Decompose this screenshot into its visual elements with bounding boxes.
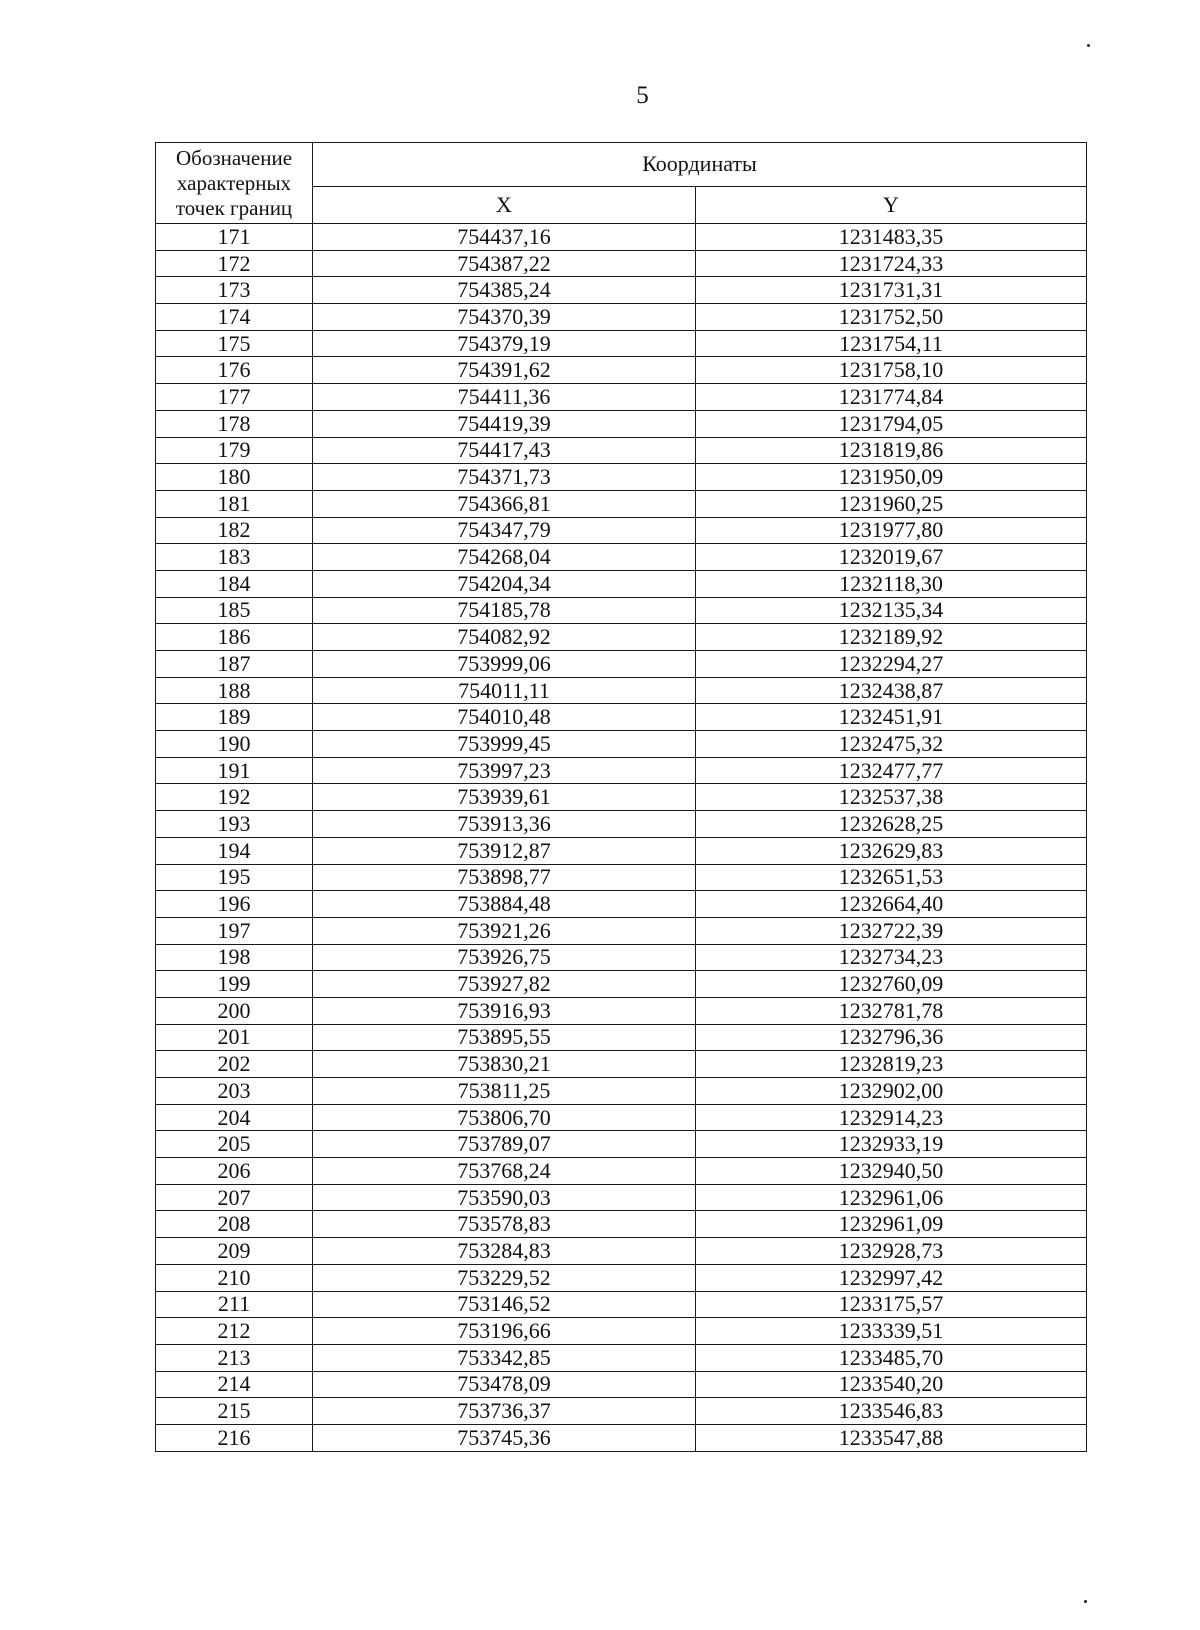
point-label-header: Обозначение характерных точек границ [156, 143, 313, 224]
table-row [156, 757, 1087, 784]
x-cell: 753913,36 [313, 811, 696, 838]
y-cell: 1232118,30 [696, 570, 1087, 597]
point-cell: 186 [156, 624, 313, 651]
point-cell: 216 [156, 1424, 313, 1451]
point-cell: 195 [156, 864, 313, 891]
coordinates-table [155, 142, 1087, 1452]
y-cell: 1232902,00 [696, 1078, 1087, 1105]
point-cell: 203 [156, 1078, 313, 1105]
x-cell: 753830,21 [313, 1051, 696, 1078]
y-cell: 1232819,23 [696, 1051, 1087, 1078]
y-cell: 1232997,42 [696, 1264, 1087, 1291]
table-row [156, 891, 1087, 918]
x-cell: 753342,85 [313, 1344, 696, 1371]
point-cell: 205 [156, 1131, 313, 1158]
x-cell: 754010,48 [313, 704, 696, 731]
point-cell: 174 [156, 304, 313, 331]
x-cell: 754011,11 [313, 677, 696, 704]
point-cell: 193 [156, 811, 313, 838]
y-cell: 1231731,31 [696, 277, 1087, 304]
y-header: Y [696, 186, 1087, 223]
table-row [156, 1371, 1087, 1398]
table-row [156, 224, 1087, 251]
y-cell: 1232722,39 [696, 917, 1087, 944]
y-cell: 1232537,38 [696, 784, 1087, 811]
x-cell: 754411,36 [313, 384, 696, 411]
x-cell: 753478,09 [313, 1371, 696, 1398]
table-row [156, 677, 1087, 704]
y-cell: 1232189,92 [696, 624, 1087, 651]
table-row [156, 1264, 1087, 1291]
x-cell: 753745,36 [313, 1424, 696, 1451]
table-row [156, 1051, 1087, 1078]
point-cell: 178 [156, 410, 313, 437]
table-body [156, 224, 1087, 1452]
point-cell: 211 [156, 1291, 313, 1318]
point-cell: 189 [156, 704, 313, 731]
point-cell: 199 [156, 971, 313, 998]
x-cell: 753146,52 [313, 1291, 696, 1318]
table-row [156, 464, 1087, 491]
y-cell: 1233485,70 [696, 1344, 1087, 1371]
point-cell: 208 [156, 1211, 313, 1238]
y-cell: 1233175,57 [696, 1291, 1087, 1318]
table-row [156, 1291, 1087, 1318]
point-cell: 180 [156, 464, 313, 491]
x-cell: 754371,73 [313, 464, 696, 491]
point-cell: 191 [156, 757, 313, 784]
y-cell: 1231758,10 [696, 357, 1087, 384]
y-cell: 1231754,11 [696, 330, 1087, 357]
table-row [156, 437, 1087, 464]
table-row [156, 597, 1087, 624]
y-cell: 1232914,23 [696, 1104, 1087, 1131]
y-cell: 1231752,50 [696, 304, 1087, 331]
y-cell: 1232961,06 [696, 1184, 1087, 1211]
coordinates-header: Координаты [313, 143, 1087, 187]
point-cell: 213 [156, 1344, 313, 1371]
y-cell: 1231960,25 [696, 490, 1087, 517]
table-row [156, 944, 1087, 971]
table-row [156, 570, 1087, 597]
x-cell: 754082,92 [313, 624, 696, 651]
page-number: 5 [636, 82, 649, 109]
x-cell: 753999,45 [313, 731, 696, 758]
x-cell: 753811,25 [313, 1078, 696, 1105]
point-cell: 194 [156, 837, 313, 864]
point-cell: 181 [156, 490, 313, 517]
x-cell: 754379,19 [313, 330, 696, 357]
x-cell: 753806,70 [313, 1104, 696, 1131]
point-cell: 190 [156, 731, 313, 758]
x-cell: 753578,83 [313, 1211, 696, 1238]
x-cell: 754347,79 [313, 517, 696, 544]
point-cell: 201 [156, 1024, 313, 1051]
x-cell: 753997,23 [313, 757, 696, 784]
y-cell: 1232928,73 [696, 1238, 1087, 1265]
y-cell: 1232475,32 [696, 731, 1087, 758]
point-cell: 172 [156, 250, 313, 277]
point-cell: 200 [156, 997, 313, 1024]
y-cell: 1231483,35 [696, 224, 1087, 251]
scan-speck [1087, 44, 1090, 47]
table-row [156, 1104, 1087, 1131]
y-cell: 1232734,23 [696, 944, 1087, 971]
x-cell: 753196,66 [313, 1318, 696, 1345]
table-row [156, 250, 1087, 277]
x-cell: 754437,16 [313, 224, 696, 251]
table-row [156, 1344, 1087, 1371]
point-cell: 210 [156, 1264, 313, 1291]
table-row [156, 410, 1087, 437]
x-cell: 753768,24 [313, 1158, 696, 1185]
point-cell: 209 [156, 1238, 313, 1265]
y-cell: 1232796,36 [696, 1024, 1087, 1051]
point-cell: 187 [156, 651, 313, 678]
point-cell: 175 [156, 330, 313, 357]
point-cell: 214 [156, 1371, 313, 1398]
y-cell: 1233540,20 [696, 1371, 1087, 1398]
point-cell: 173 [156, 277, 313, 304]
x-cell: 754385,24 [313, 277, 696, 304]
x-cell: 753912,87 [313, 837, 696, 864]
table-row [156, 1318, 1087, 1345]
y-cell: 1232933,19 [696, 1131, 1087, 1158]
y-cell: 1232451,91 [696, 704, 1087, 731]
table-row [156, 624, 1087, 651]
point-cell: 202 [156, 1051, 313, 1078]
y-cell: 1232629,83 [696, 837, 1087, 864]
x-cell: 753926,75 [313, 944, 696, 971]
table-row [156, 1238, 1087, 1265]
x-cell: 753884,48 [313, 891, 696, 918]
table-row [156, 1078, 1087, 1105]
x-cell: 754268,04 [313, 544, 696, 571]
point-cell: 171 [156, 224, 313, 251]
table-row [156, 971, 1087, 998]
point-cell: 192 [156, 784, 313, 811]
y-cell: 1233547,88 [696, 1424, 1087, 1451]
point-cell: 212 [156, 1318, 313, 1345]
x-cell: 754204,34 [313, 570, 696, 597]
table-row [156, 517, 1087, 544]
table-row [156, 277, 1087, 304]
point-cell: 177 [156, 384, 313, 411]
table-row [156, 384, 1087, 411]
table-row [156, 784, 1087, 811]
table-row [156, 837, 1087, 864]
x-cell: 753590,03 [313, 1184, 696, 1211]
y-cell: 1232961,09 [696, 1211, 1087, 1238]
point-cell: 188 [156, 677, 313, 704]
point-cell: 185 [156, 597, 313, 624]
x-cell: 754387,22 [313, 250, 696, 277]
x-cell: 754417,43 [313, 437, 696, 464]
x-cell: 753898,77 [313, 864, 696, 891]
table-row [156, 1024, 1087, 1051]
table-row [156, 490, 1087, 517]
point-cell: 215 [156, 1398, 313, 1425]
point-cell: 184 [156, 570, 313, 597]
y-cell: 1231724,33 [696, 250, 1087, 277]
table-row [156, 330, 1087, 357]
y-cell: 1232438,87 [696, 677, 1087, 704]
table-row [156, 731, 1087, 758]
x-cell: 754185,78 [313, 597, 696, 624]
point-cell: 176 [156, 357, 313, 384]
table-row [156, 811, 1087, 838]
table-row [156, 917, 1087, 944]
y-cell: 1233546,83 [696, 1398, 1087, 1425]
y-cell: 1231977,80 [696, 517, 1087, 544]
y-cell: 1233339,51 [696, 1318, 1087, 1345]
table-row [156, 1131, 1087, 1158]
point-cell: 206 [156, 1158, 313, 1185]
point-cell: 204 [156, 1104, 313, 1131]
y-cell: 1231794,05 [696, 410, 1087, 437]
x-cell: 753939,61 [313, 784, 696, 811]
point-cell: 197 [156, 917, 313, 944]
x-cell: 754366,81 [313, 490, 696, 517]
x-cell: 754419,39 [313, 410, 696, 437]
point-cell: 196 [156, 891, 313, 918]
y-cell: 1232781,78 [696, 997, 1087, 1024]
y-cell: 1232940,50 [696, 1158, 1087, 1185]
y-cell: 1232760,09 [696, 971, 1087, 998]
x-cell: 754391,62 [313, 357, 696, 384]
scan-speck [1084, 1600, 1087, 1603]
x-header: X [313, 186, 696, 223]
y-cell: 1232477,77 [696, 757, 1087, 784]
x-cell: 753789,07 [313, 1131, 696, 1158]
table-row [156, 357, 1087, 384]
point-cell: 183 [156, 544, 313, 571]
table-row [156, 1424, 1087, 1451]
table-row [156, 1398, 1087, 1425]
y-cell: 1232651,53 [696, 864, 1087, 891]
y-cell: 1231774,84 [696, 384, 1087, 411]
x-cell: 753916,93 [313, 997, 696, 1024]
x-cell: 753927,82 [313, 971, 696, 998]
x-cell: 753921,26 [313, 917, 696, 944]
x-cell: 753895,55 [313, 1024, 696, 1051]
point-cell: 198 [156, 944, 313, 971]
x-cell: 753229,52 [313, 1264, 696, 1291]
table-row [156, 544, 1087, 571]
table-row [156, 1211, 1087, 1238]
y-cell: 1232019,67 [696, 544, 1087, 571]
table-row [156, 1184, 1087, 1211]
x-cell: 753736,37 [313, 1398, 696, 1425]
point-cell: 207 [156, 1184, 313, 1211]
x-cell: 753284,83 [313, 1238, 696, 1265]
y-cell: 1231819,86 [696, 437, 1087, 464]
y-cell: 1232135,34 [696, 597, 1087, 624]
point-cell: 179 [156, 437, 313, 464]
table-row [156, 864, 1087, 891]
table-row [156, 1158, 1087, 1185]
table-row [156, 704, 1087, 731]
point-cell: 182 [156, 517, 313, 544]
x-cell: 753999,06 [313, 651, 696, 678]
y-cell: 1232664,40 [696, 891, 1087, 918]
table-row [156, 304, 1087, 331]
x-cell: 754370,39 [313, 304, 696, 331]
y-cell: 1231950,09 [696, 464, 1087, 491]
table-row [156, 997, 1087, 1024]
table-row [156, 651, 1087, 678]
y-cell: 1232294,27 [696, 651, 1087, 678]
y-cell: 1232628,25 [696, 811, 1087, 838]
